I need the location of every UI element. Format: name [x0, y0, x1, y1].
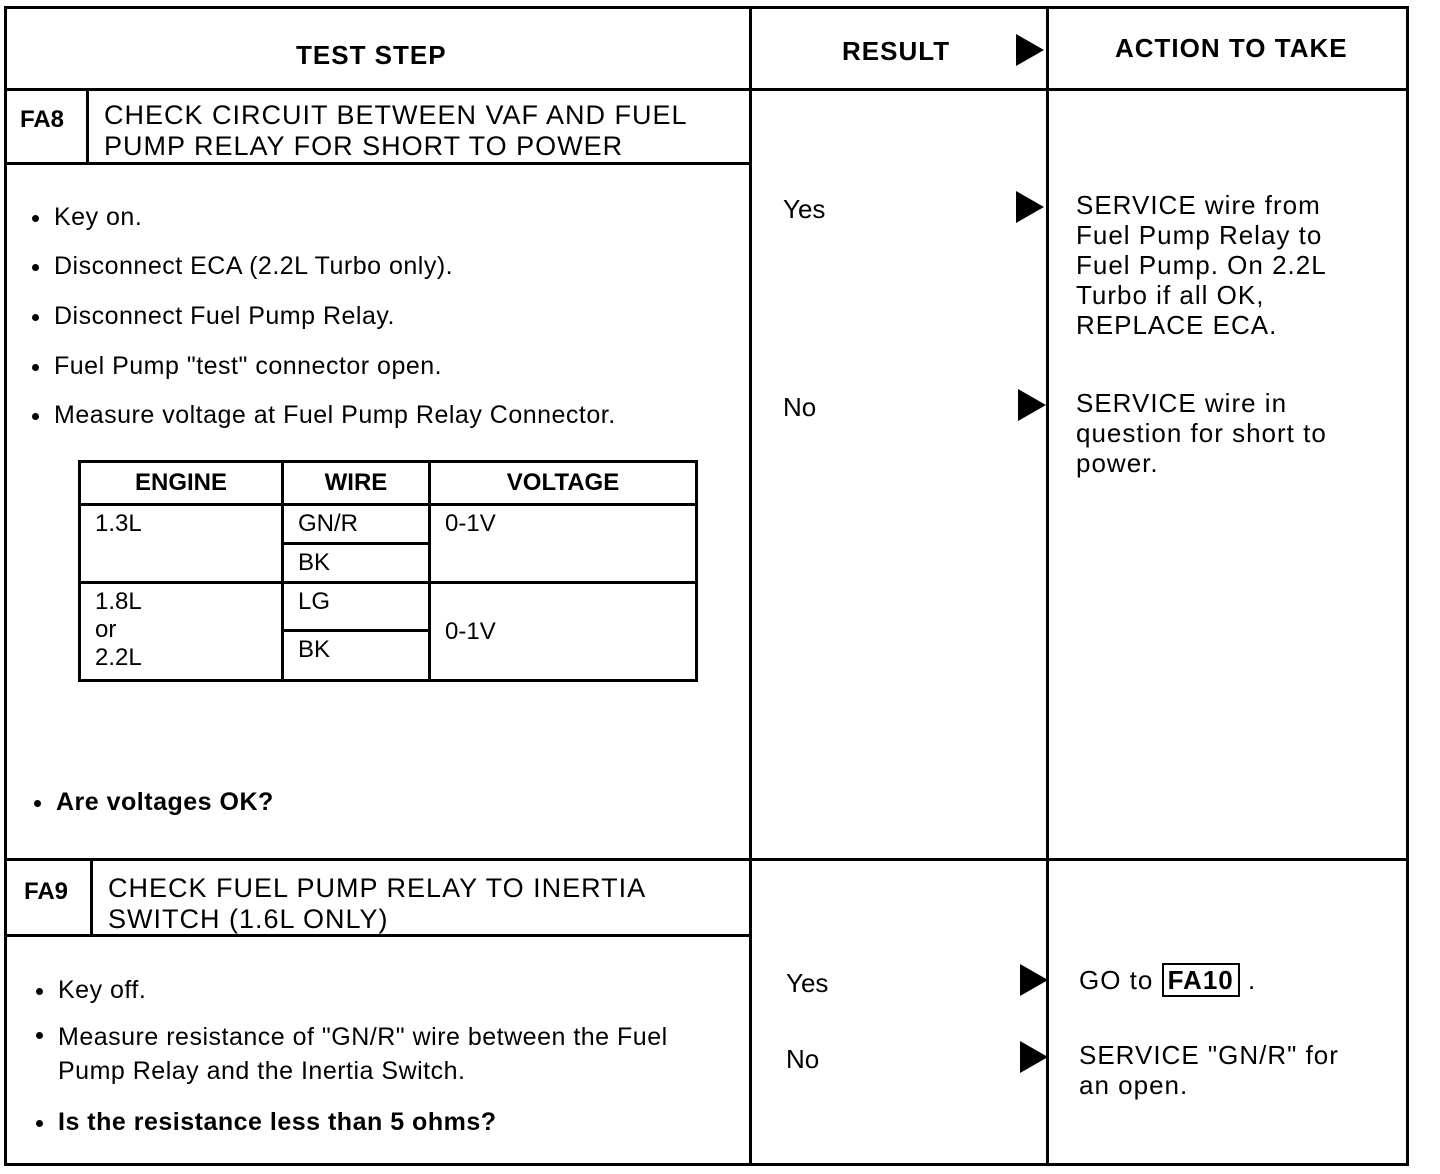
fa9-code-divider: [90, 858, 93, 936]
fa9-action-no: [1079, 1040, 1339, 1100]
fa8-instruction-item: Key on.: [28, 203, 728, 252]
action-line: an open.: [1079, 1070, 1189, 1100]
fa8-title-bottom: [4, 162, 752, 165]
header-test-step: TEST STEP: [296, 40, 447, 70]
fa8-step-code: FA8: [20, 106, 65, 133]
header-arrow-icon: [1016, 34, 1044, 66]
spec-wire-cell: BK: [283, 544, 430, 583]
row-divider: [4, 858, 1409, 861]
header-divider: [4, 88, 1409, 91]
header-action: ACTION TO TAKE: [1115, 33, 1348, 63]
spec-wire-cell: LG: [283, 583, 430, 631]
fa8-result-yes: Yes: [783, 194, 826, 224]
fa8-yes-arrow-icon: [1016, 191, 1044, 223]
fa9-instruction-item: Measure resistance of "GN/R" wire between the Fuel Pump Relay and the Inertia Switch.: [32, 1020, 722, 1088]
fa9-result-yes: Yes: [786, 968, 829, 998]
fa9-result-no: No: [786, 1044, 820, 1074]
action-line: question for short to: [1076, 418, 1327, 448]
fa9-no-arrow-icon: [1020, 1041, 1048, 1073]
fa9-yes-arrow-icon: [1020, 964, 1048, 996]
fa9-step-code: FA9: [24, 878, 69, 905]
action-line: SERVICE "GN/R" for: [1079, 1040, 1339, 1070]
spec-engine-line: 1.8L: [95, 588, 142, 615]
fa8-result-no: No: [783, 392, 817, 422]
fa8-action-no: [1076, 388, 1327, 478]
fa9-question-text: Is the resistance less than 5 ohms?: [32, 1108, 732, 1137]
goto-suffix: .: [1247, 965, 1257, 995]
action-line: Fuel Pump Relay to: [1076, 220, 1323, 250]
spec-wire-cell: GN/R: [283, 505, 430, 544]
spec-engine-cell: 1.3L: [80, 505, 283, 583]
fa9-instructions: [32, 976, 722, 1088]
action-line: Fuel Pump. On 2.2L: [1076, 250, 1327, 280]
spec-engine-cell: [80, 583, 283, 681]
action-line: SERVICE wire in: [1076, 388, 1288, 418]
fa9-action-yes: [1079, 965, 1256, 995]
goto-prefix: GO to: [1079, 965, 1154, 995]
divider-test-result: [749, 6, 752, 1166]
header-result: RESULT: [842, 36, 951, 66]
spec-header-wire: WIRE: [283, 462, 430, 505]
spec-header-voltage: VOLTAGE: [430, 462, 697, 505]
fa8-instruction-item: Fuel Pump "test" connector open.: [28, 352, 728, 401]
spec-header-engine: ENGINE: [80, 462, 283, 505]
voltage-spec-table: [78, 460, 698, 682]
spec-voltage-cell: 0-1V: [430, 505, 697, 583]
fa9-step-title: CHECK FUEL PUMP RELAY TO INERTIA SWITCH (1.6L ONLY): [108, 873, 645, 934]
action-line: REPLACE ECA.: [1076, 310, 1278, 340]
step-reference-fa10[interactable]: FA10: [1162, 963, 1240, 997]
fa8-instruction-item: Disconnect ECA (2.2L Turbo only).: [28, 252, 728, 302]
action-line: SERVICE wire from: [1076, 190, 1321, 220]
fa8-question-text: Are voltages OK?: [30, 788, 730, 817]
spec-voltage-cell: 0-1V: [430, 583, 697, 681]
fa8-code-divider: [86, 88, 89, 164]
fa9-question: [32, 1108, 732, 1137]
fa8-no-arrow-icon: [1018, 389, 1046, 421]
fa8-instruction-item: Disconnect Fuel Pump Relay.: [28, 302, 728, 352]
fa9-instruction-item: Key off.: [32, 976, 722, 1020]
fa8-instruction-item: Measure voltage at Fuel Pump Relay Connector.: [28, 401, 728, 430]
action-line: power.: [1076, 448, 1159, 478]
fa8-step-title: CHECK CIRCUIT BETWEEN VAF AND FUEL PUMP RELAY FOR SHORT TO POWER: [104, 100, 687, 161]
spec-wire-cell: BK: [283, 631, 430, 681]
fa8-instructions: [28, 203, 728, 430]
spec-engine-line: or: [95, 616, 117, 643]
fa8-question: [30, 788, 730, 817]
action-line: Turbo if all OK,: [1076, 280, 1265, 310]
fa8-action-yes: [1076, 190, 1327, 340]
spec-engine-line: 2.2L: [95, 644, 142, 671]
